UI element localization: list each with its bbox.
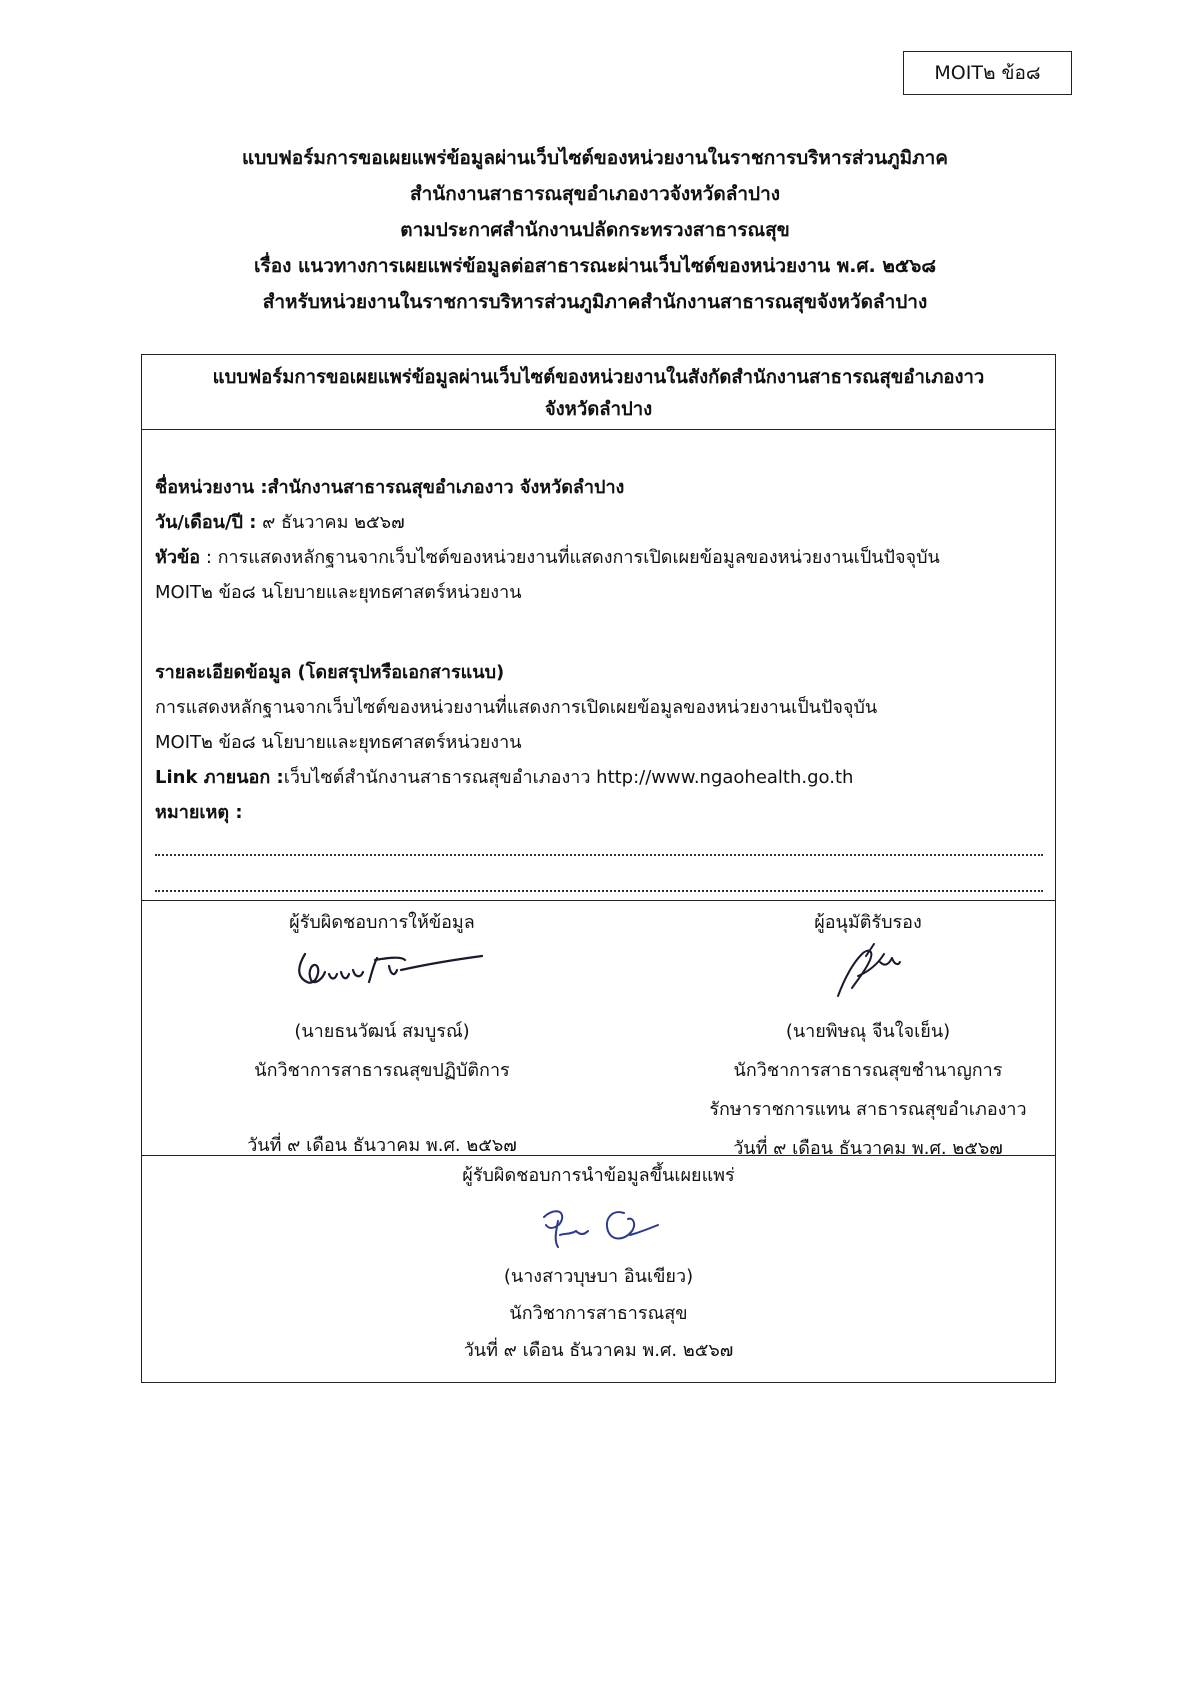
header-line-1: แบบฟอร์มการขอเผยแพร่ข้อมูลผ่านเว็บไซต์ของหน่วยงานในราชการบริหารส่วนภูมิภาค (241, 147, 949, 169)
date-label: วัน/เดือน/ปี : (155, 512, 257, 533)
agency-value: สำนักงานสาธารณสุขอำเภองาว จังหวัดลำปาง (267, 477, 625, 498)
responsible-heading: ผู้รับผิดชอบการให้ข้อมูล (289, 912, 475, 933)
topic-value: : การแสดงหลักฐานจากเว็บไซต์ของหน่วยงานที่แสดงการเปิดเผยข้อมูลของหน่วยงานเป็นปัจจุบัน (200, 547, 940, 568)
agency-line (155, 472, 624, 501)
publisher-signature-image (524, 1195, 674, 1257)
responsible-date: วันที่ ๙ เดือน ธันวาคม พ.ศ. ๒๕๖๗ (247, 1135, 517, 1156)
note-dotted-line (155, 890, 1043, 892)
publisher-heading: ผู้รับผิดชอบการนำข้อมูลขึ้นเผยแพร่ (462, 1165, 735, 1186)
link-value[interactable]: เว็บไซต์สำนักงานสาธารณสุขอำเภองาว http://www.ngaohealth.go.th (283, 767, 854, 788)
signature-section (142, 901, 1055, 1159)
document-header (100, 140, 1090, 320)
document-code-box (903, 51, 1072, 95)
note-dotted-line (155, 854, 1043, 856)
topic-label: หัวข้อ (155, 547, 201, 568)
approver-heading: ผู้อนุมัติรับรอง (814, 912, 922, 933)
header-line-2: สำนักงานสาธารณสุขอำเภองาวจังหวัดลำปาง (409, 183, 781, 205)
summary-label: รายละเอียดข้อมูล (โดยสรุปหรือเอกสารแนบ) (155, 662, 505, 683)
document-code: MOIT๒ ข้อ๘ (934, 62, 1041, 84)
publisher-section (142, 1156, 1055, 1383)
header-line-3: ตามประกาศสำนักงานปลัดกระทรวงสาธารณสุข (400, 219, 790, 241)
responsible-signature-image (277, 936, 487, 1002)
publisher-name: (นางสาวบุษบา อินเขียว) (503, 1266, 694, 1287)
responsible-signature-block (162, 907, 602, 1159)
header-line-5: สำหรับหน่วยงานในราชการบริหารส่วนภูมิภาคสำนักงานสาธารณสุขจังหวัดลำปาง (262, 291, 928, 313)
form-title (142, 355, 1055, 430)
date-value: ๙ ธันวาคม ๒๕๖๗ (256, 512, 405, 533)
summary-line-1: การแสดงหลักฐานจากเว็บไซต์ของหน่วยงานที่แสดงการเปิดเผยข้อมูลของหน่วยงานเป็นปัจจุบัน (155, 697, 878, 718)
responsible-name: (นายธนวัฒน์ สมบูรณ์) (294, 1021, 470, 1042)
topic-line (155, 542, 940, 571)
publisher-position: นักวิชาการสาธารณสุข (509, 1303, 688, 1324)
publisher-signature-block (142, 1160, 1055, 1364)
summary-line-2: MOIT๒ ข้อ๘ นโยบายและยุทธศาสตร์หน่วยงาน (155, 732, 522, 753)
date-line (155, 507, 405, 536)
agency-label: ชื่อหน่วยงาน : (155, 477, 268, 498)
form-details (142, 430, 1055, 901)
approver-acting: รักษาราชการแทน สาธารณสุขอำเภองาว (709, 1099, 1027, 1120)
approver-signature-image (808, 936, 928, 1002)
approver-signature-block (687, 907, 1049, 1162)
approver-position: นักวิชาการสาธารณสุขชำนาญการ (733, 1060, 1003, 1081)
publication-form (141, 354, 1056, 1383)
publisher-date: วันที่ ๙ เดือน ธันวาคม พ.ศ. ๒๕๖๗ (463, 1340, 734, 1361)
topic-line-2: MOIT๒ ข้อ๘ นโยบายและยุทธศาสตร์หน่วยงาน (155, 582, 522, 603)
header-line-4: เรื่อง แนวทางการเผยแพร่ข้อมูลต่อสาธารณะผ่านเว็บไซต์ของหน่วยงาน พ.ศ. ๒๕๖๘ (254, 255, 936, 277)
form-title-line-1: แบบฟอร์มการขอเผยแพร่ข้อมูลผ่านเว็บไซต์ของหน่วยงานในสังกัดสำนักงานสาธารณสุขอำเภองาว (212, 367, 985, 388)
note-label: หมายเหตุ : (155, 802, 243, 823)
form-title-line-2: จังหวัดลำปาง (544, 399, 653, 420)
link-label: Link ภายนอก : (155, 767, 284, 788)
responsible-position: นักวิชาการสาธารณสุขปฏิบัติการ (254, 1060, 510, 1081)
approver-date: วันที่ ๙ เดือน ธันวาคม พ.ศ. ๒๕๖๗ (733, 1138, 1003, 1159)
approver-name: (นายพิษณุ จีนใจเย็น) (785, 1021, 951, 1042)
link-line (155, 762, 853, 791)
